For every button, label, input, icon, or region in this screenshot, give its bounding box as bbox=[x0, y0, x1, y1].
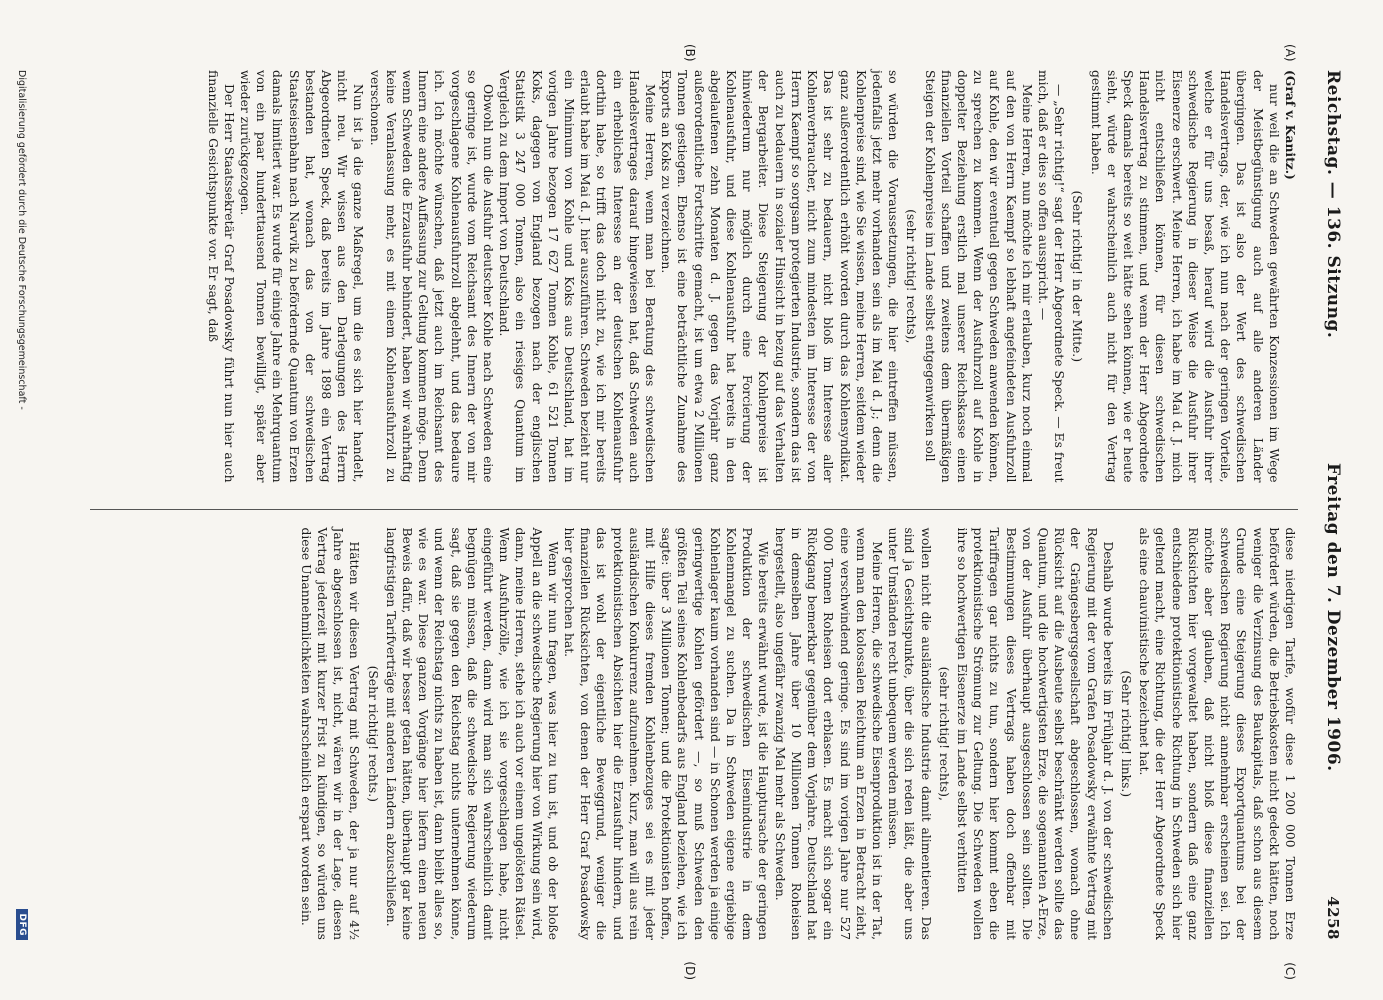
paragraph: nur weil die an Schweden gewährten Konzessionen im Wege der Meistbegünstigung auch auf alle anderen Länder übergingen. Das ist also der Wert des schwedischen Handelsvertrags, der, wie ich nun nach der geringen Vorteile, welche er für uns besaß, herauf wird die Ausfuhr ihrer schwedische Regierung in dieser Weise die Ausfuhr ihrer Eisenerze erschwert. Meine Herren, ich habe im Mai d. J. mich nicht entschließen können, für diesen schwedischen Handelsvertrag zu stimmen, und wenn der Herr Abgeordnete Speck damals bereits so weit hätte sehen können, wie er heute sieht, würde er wahrscheinlich auch nicht für den Vertrag gestimmt haben. bbox=[1088, 70, 1281, 483]
paragraph: Wie bereits erwähnt wurde, ist die Hauptursache der geringen Produktion der schwedischen Eisenindustrie in dem Kohlenmangel zu suchen. Da in Schweden eigene ergiebige Kohlenlager kaum vorhanden sind — in Schonen werden ja einige geringwertige Kohlen gefördert —, so muß Schweden den größten Teil seines Kohlenbedarfs aus England beziehen, wie ich sagte: über 3 Millionen Tonnen; und die Protektionisten hoffen, mit Hilfe dieses fremden Kohlenbezuges sei es mit jeder ausländischen Konkurrenz aufzunehmen. Kurz, man will aus rein protektionistischen Absichten hier die Erzausfuhr hindern, und das ist wohl der eigentliche Beweggrund, weniger die finanziellen Rücksichten, von denen der Herr Graf Posadowsky hier gesprochen hat. bbox=[562, 527, 771, 940]
paragraph: Meine Herren, die schwedische Eisenproduktion ist in der Tat, wenn man den kolossalen Reichtum an Erzen in Betracht zieht, eine verschwindend geringe. Es sind im vorigen Jahre nur 527 000 Tonnen Roheisen dort erblasen. Es macht sich sogar ein Rückgang bemerkbar gegenüber dem Vorjahre. Deutschland hat in demselben Jahre über 10 Millionen Tonnen Roheisen hergestellt, also ungefähr zwanzig Mal mehr als Schweden. bbox=[772, 527, 884, 940]
margin-marker-d: (D) bbox=[683, 961, 697, 980]
paragraph: Obwohl nun die Ausfuhr deutscher Kohle nach Schweden eine so geringe ist, wurde vom Reichsamt des Innern der von mir vorgeschlagene Kohlenausfuhrzoll abgelehnt, und das bedaure ich. Ich möchte wünschen, daß jetzt auch im Reichsamt des Innern eine andere Auffassung zur Geltung kommen möge. Denn wenn Schweden die Erzausfuhr behindert, haben wir wahrhaftig keine Veranlassung mehr, es mit einem Kohlenausfuhrzoll zu verschonen. bbox=[367, 70, 496, 483]
paragraph: Deshalb wurde bereits im Frühjahr d. J. von der schwedischen Regierung mit der vom Grafen Posadowsky erwähnte Vertrag mit der Grängesbergsgesellschaft abgeschlossen, wonach ohne Rücksicht auf die Ausbeute selbst beschränkt werden sollte das Quantum, und die hochwertigsten Erze, die sogenannten A-Erze, von der Ausfuhr überhaupt ausgeschlossen sein sollten. Die Bestimmungen dieses Vertrags haben doch offenbar mit Tariffragen gar nichts zu tun, sondern hier kommt eben die protektionistische Strömung zur Geltung. Die Schweden wollen ihre so hochwertigen Eisenerze im Lande selbst verhütten bbox=[954, 527, 1115, 940]
paragraph: wollen nicht die ausländische Industrie damit alimentieren. Das sind ja Gesichtspunkte, über die sich reden läßt, die aber uns unter Umständen recht unbequem werden müssen. bbox=[886, 527, 933, 940]
interjection: (Sehr richtig! rechts.) bbox=[365, 665, 380, 802]
margin-marker-a: (A) bbox=[1283, 44, 1297, 62]
paragraph: Meine Herren, wenn man bei Beratung des schwedischen Handelsvertrages darauf hingewiesen hat, daß Schweden auch ein erhebliches Interesse an der deutschen Kohlenausfuhr dorthin habe, so trifft das doch nicht zu, wie ich mir bereits erlaubt habe im Mai d. J. hier auszuführen. Schweden bezieht nur ein Minimum von Kohle und Koks aus Deutschland, hat im vorigen Jahre bezogen 17 627 Tonnen Kohle, 61 521 Tonnen Koks, dagegen von England bezogen nach der englischen Statistik 3 247 000 Tonnen, also ein riesiges Quantum im Vergleich zu dem Import von Deutschland. bbox=[497, 70, 658, 483]
interjection: (Sehr richtig! in der Mitte.) bbox=[1070, 190, 1085, 362]
header-date: Freitag den 7. Dezember 1906. bbox=[1323, 462, 1343, 772]
paragraph: Nun ist ja die ganze Maßregel, um die es sich hier handelt, nicht neu. Wir wissen aus den Darlegungen des Herrn Abgeordneten Speck, daß bereits im Jahre 1898 ein Vertrag bestanden hat, wonach das von der schwedischen Staatseisenbahn nach Narvik zu befördernde Quantum von Erzen damals limitiert war. Es wurde für einige Jahre ein Mehrquantum von ein paar hunderttausend Tonnen bewilligt, später aber wieder zurückgezogen. bbox=[238, 70, 366, 483]
speaker-note: (Graf v. Kanitz.) bbox=[1283, 70, 1298, 180]
interjection: (sehr richtig! rechts), bbox=[904, 209, 919, 344]
page-number: 4258 bbox=[1324, 896, 1342, 940]
digitization-footer bbox=[16, 70, 28, 940]
paragraph: — „Sehr richtig!“ sagt der Herr Abgeordnete Speck. — Es freut mich, daß er dies so offen ausspricht. — bbox=[1035, 70, 1067, 483]
paragraph: Meine Herren, nun möchte ich mir erlauben, kurz noch einmal auf den von Herrn Kaempf so lebhaft angefeindeten Ausfuhrzoll auf Kohle, den wir eventuell gegen Schweden anwenden können, zu sprechen zu kommen. Wenn der Ausfuhrzoll auf Kohle in doppelter Beziehung erstlich mal unserer Reichskasse einen finanziellen Vorteil schaffen und zweitens dem übermäßigen Steigen der Kohlenpreise im Lande selbst entgegenwirken soll bbox=[922, 70, 1034, 483]
margin-marker-b: (B) bbox=[683, 44, 697, 62]
text-columns bbox=[90, 44, 1298, 980]
footer-text: Digitalisierung gefördert durch die Deutsche Forschungsgemeinschaft - bbox=[16, 70, 28, 410]
dfg-logo: DFG bbox=[16, 909, 28, 940]
interjection: (sehr richtig! rechts), bbox=[936, 666, 951, 801]
page-header bbox=[1313, 70, 1343, 940]
margin-marker-c: (C) bbox=[1283, 962, 1297, 980]
header-left: Reichstag. — 136. Sitzung. bbox=[1323, 70, 1343, 339]
paragraph: Hätten wir diesen Vertrag mit Schweden, der ja nur auf 4½ Jahre abgeschlossen ist, nicht, wären wir in der Lage, diesen Vertrag jederzeit mit kurzer Frist zu kündigen, so würden uns diese Unannehmlichkeiten wahrscheinlich erspart worden sein. bbox=[298, 527, 362, 940]
paragraph: diese niedrigen Tarife, wofür diese 1 200 000 Tonnen Erze befördert würden, die Betriebskosten nicht gedeckt hätten, noch weniger die Verzinsung des Baukapitals, daß schon aus diesem Grunde eine Steigerung dieses Exportquantums bei der schwedischen Regierung nicht annehmbar erscheinen sei. Ich möchte aber glauben, daß nicht bloß diese finanziellen Rücksichten hier vorgewaltet haben, sondern daß eine ganz entschiedene protektionistische Richtung in Schweden sich hier geltend macht, eine Richtung, die der Herr Abgeordnete Speck als eine chauvinistische bezeichnet hat. bbox=[1137, 527, 1297, 940]
interjection: (Sehr richtig! links.) bbox=[1118, 670, 1133, 798]
right-column bbox=[90, 509, 1298, 980]
paragraph: Der Herr Staatssekretär Graf Posadowsky führt nun hier auch finanzielle Gesichtspunkte vor. Er sagt, daß bbox=[205, 70, 236, 483]
paragraph: so würden die Voraussetzungen, die hier eintreffen müssen, jedenfalls jetzt mehr vorhanden sein als im Mai d. J.; denn die Kohlenpreise sind, wie Sie wissen, meine Herren, seitdem wieder ganz außerordentlich erhöht worden durch das Kohlensyndikat. Das ist sehr zu bedauern, nicht bloß im Interesse aller Kohlenverbraucher, nicht zum mindesten im Interesse der von Herrn Kaempf so sorgsam protegierten Industrie, sondern das ist auch zu bedauern in sozialer Hinsicht in bezug auf das Verhalten der Bergarbeiter. Diese Steigerung der Kohlenpreise ist hinwiederum nur möglich durch eine Forcierung der Kohlenausfuhr, und diese Kohlenausfuhr hat bereits in den abgelaufenen zehn Monaten d. J. gegen das Vorjahr ganz außerordentliche Fortschritte gemacht, ist um etwa 2 Millionen Tonnen gestiegen. Ebenso ist eine beträchtliche Zunahme des Exports an Koks zu verzeichnen. bbox=[659, 70, 901, 483]
left-column bbox=[90, 44, 1298, 483]
paragraph: Wenn wir nun fragen, was hier zu tun ist, und ob der bloße Appell an die schwedische Regierung hier von Wirkung sein wird, dann, meine Herren, stehe ich auch vor einem ungelösten Rätsel. Wenn Ausfuhrzölle, wie ich sie vorgeschlagen habe, nicht eingeführt werden, dann wird man sich wahrscheinlich damit begnügen müssen, daß die schwedische Regierung wiederum sagt, daß sie gegen den Reichstag nichts unternehmen könne, und wenn der Reichstag nichts zu haben ist, dann bleibt alles so, wie es war. Diese ganzen Vorgänge hier liefern einen neuen Beweis dafür, daß wir besser getan hätten, überhaupt gar keine langfristigen Tarifverträge mit anderen Ländern abzuschließen. bbox=[383, 527, 560, 940]
